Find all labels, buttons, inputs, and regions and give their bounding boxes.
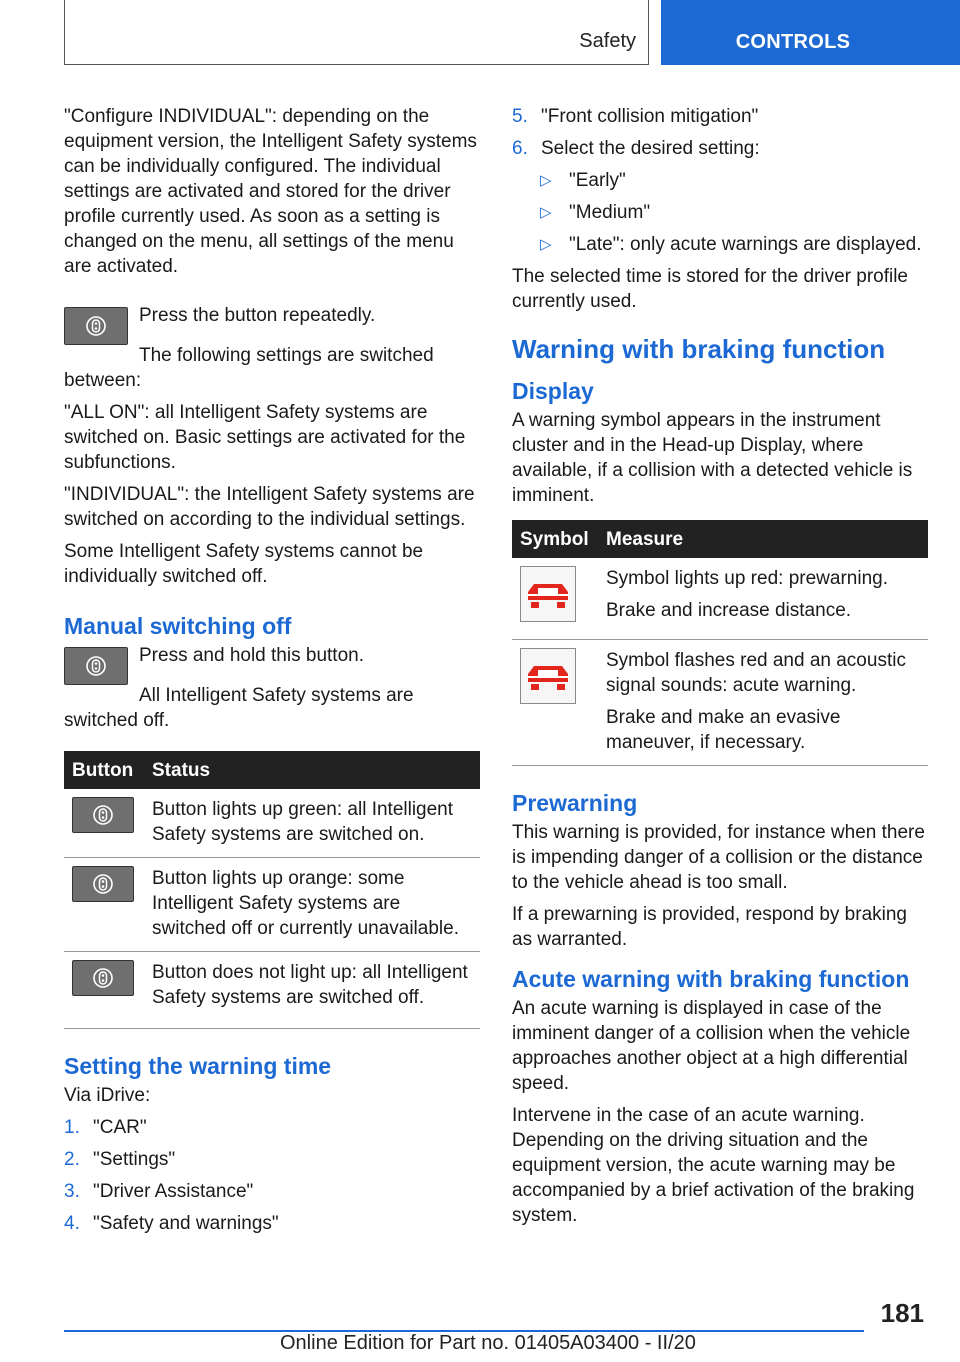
safety-button-icon [72, 960, 134, 996]
step-number: 3. [64, 1181, 80, 1202]
table-cell-measure [598, 640, 928, 766]
table-cell-icon [64, 858, 144, 952]
acute-warning-text: An acute warning is displayed in case of the imminent danger of a collision when the vehicle approaches another object at a high differential speed. [512, 998, 911, 1094]
measure-text: Brake and make an evasive maneuver, if necessary. [606, 707, 841, 753]
options-list [540, 168, 928, 257]
safety-button-icon [72, 866, 134, 902]
press-hold-text: Press and hold this button. [139, 645, 364, 666]
table-row [64, 789, 480, 858]
table-cell-status: Button lights up green: all Intelligent Safety systems are switched on. [144, 789, 480, 858]
individual-text: "INDIVIDUAL": the Intelligent Safety systems are switched on according to the individual settings. [64, 484, 475, 530]
option-text: "Early" [569, 170, 626, 191]
table-cell-measure [598, 558, 928, 640]
step-text: "Driver Assistance" [93, 1181, 254, 1202]
heading-display: Display [512, 378, 594, 404]
heading-acute-warning: Acute warning with braking function [512, 966, 910, 992]
list-item [512, 104, 928, 129]
list-item [540, 168, 928, 193]
display-text: A warning symbol appears in the instrument cluster and in the Head-up Display, where available, if a collision with a detected vehicle is imminent. [512, 410, 913, 506]
right-column [512, 104, 928, 1235]
heading-warning-braking: Warning with braking function [512, 334, 886, 364]
following-settings-text: The following settings are switched between: [64, 345, 434, 391]
step-number: 1. [64, 1117, 80, 1138]
car-collision-warning-icon [520, 566, 576, 622]
measure-text: Symbol lights up red: prewarning. [606, 568, 888, 589]
table-row [512, 558, 928, 640]
via-idrive-text: Via iDrive: [64, 1085, 151, 1106]
table-cell-icon [64, 789, 144, 858]
triangle-bullet-icon: ▷ [540, 204, 552, 221]
list-item [540, 200, 928, 225]
list-item [64, 1179, 480, 1204]
table-header-symbol: Symbol [512, 520, 598, 558]
table-header-measure: Measure [598, 520, 928, 558]
step-text: "Settings" [93, 1149, 176, 1170]
option-text: "Medium" [569, 202, 651, 223]
step-number: 6. [512, 138, 528, 159]
section-title: Safety [579, 30, 636, 52]
table-header-status: Status [144, 751, 480, 789]
header-bar [64, 0, 649, 65]
some-systems-text: Some Intelligent Safety systems cannot be individually switched off. [64, 541, 424, 587]
press-repeat-text: Press the button repeatedly. [139, 305, 376, 326]
triangle-bullet-icon: ▷ [540, 172, 552, 189]
heading-manual-switching-off: Manual switching off [64, 613, 292, 639]
table-cell-status: Button lights up orange: some Intelligent Safety systems are switched off or currently unavailable. [144, 858, 480, 952]
button-instruction-hold [64, 643, 480, 683]
footer-edition: Online Edition for Part no. 01405A03400 - II/20 [280, 1332, 696, 1354]
list-item [512, 136, 928, 161]
step-text: "Safety and warnings" [93, 1213, 279, 1234]
table-header-button: Button [64, 751, 144, 789]
car-collision-warning-icon [520, 648, 576, 704]
safety-button-icon [72, 797, 134, 833]
prewarning-response-text: If a prewarning is provided, respond by braking as warranted. [512, 904, 908, 950]
step-number: 4. [64, 1213, 80, 1234]
step-number: 5. [512, 106, 528, 127]
table-row [64, 952, 480, 1029]
chapter-tab [661, 0, 960, 65]
all-on-text: "ALL ON": all Intelligent Safety systems are switched on. Basic settings are activated for the subfunctions. [64, 402, 466, 473]
steps-list-left [64, 1115, 480, 1236]
table-row [512, 640, 928, 766]
measure-text: Brake and increase distance. [606, 600, 852, 621]
acute-intervene-text: Intervene in the case of an acute warning. Depending on the driving situation and the equipment version, the acute warning may be accompanied by a brief activation of the braking system. [512, 1105, 915, 1226]
page-number: 181 [880, 1298, 924, 1328]
table-cell-icon [512, 640, 598, 766]
step-text: Select the desired setting: [541, 138, 760, 159]
heading-prewarning: Prewarning [512, 790, 638, 816]
table-row [64, 858, 480, 952]
table-cell-status: Button does not light up: all Intelligent Safety systems are switched off. [144, 952, 480, 1029]
symbol-measure-table [512, 520, 928, 766]
triangle-bullet-icon: ▷ [540, 236, 552, 253]
table-cell-icon [64, 952, 144, 1029]
all-off-text: All Intelligent Safety systems are switched off. [64, 685, 414, 731]
prewarning-text: This warning is provided, for instance when there is impending danger of a collision or the distance to the vehicle ahead is too small. [512, 822, 925, 893]
list-item [64, 1147, 480, 1172]
list-item [64, 1115, 480, 1140]
stored-text: The selected time is stored for the driver profile currently used. [512, 266, 909, 312]
step-number: 2. [64, 1149, 80, 1170]
table-header-row [64, 751, 480, 789]
table-cell-icon [512, 558, 598, 640]
chapter-title: CONTROLS [735, 31, 851, 53]
button-instruction-repeat [64, 303, 480, 343]
steps-list-right [512, 104, 928, 161]
step-text: "CAR" [93, 1117, 147, 1138]
button-status-table [64, 751, 480, 1029]
safety-button-icon [64, 647, 128, 685]
option-text: "Late": only acute warnings are displayed. [569, 234, 922, 255]
step-text: "Front collision mitigation" [541, 106, 759, 127]
table-header-row [512, 520, 928, 558]
measure-text: Symbol flashes red and an acoustic signal sounds: acute warning. [606, 650, 906, 696]
heading-setting-warning-time: Setting the warning time [64, 1053, 332, 1079]
paragraph-configure-individual: "Configure INDIVIDUAL": depending on the equipment version, the Intelligent Safety systems can be individually configured. The individual settings are activated and stored for the driver profile currently used. As soon as a setting is changed on the menu, all settings of the menu are activated. [64, 106, 477, 277]
left-column [64, 104, 480, 1243]
list-item [540, 232, 928, 257]
list-item [64, 1211, 480, 1236]
safety-button-icon [64, 307, 128, 345]
